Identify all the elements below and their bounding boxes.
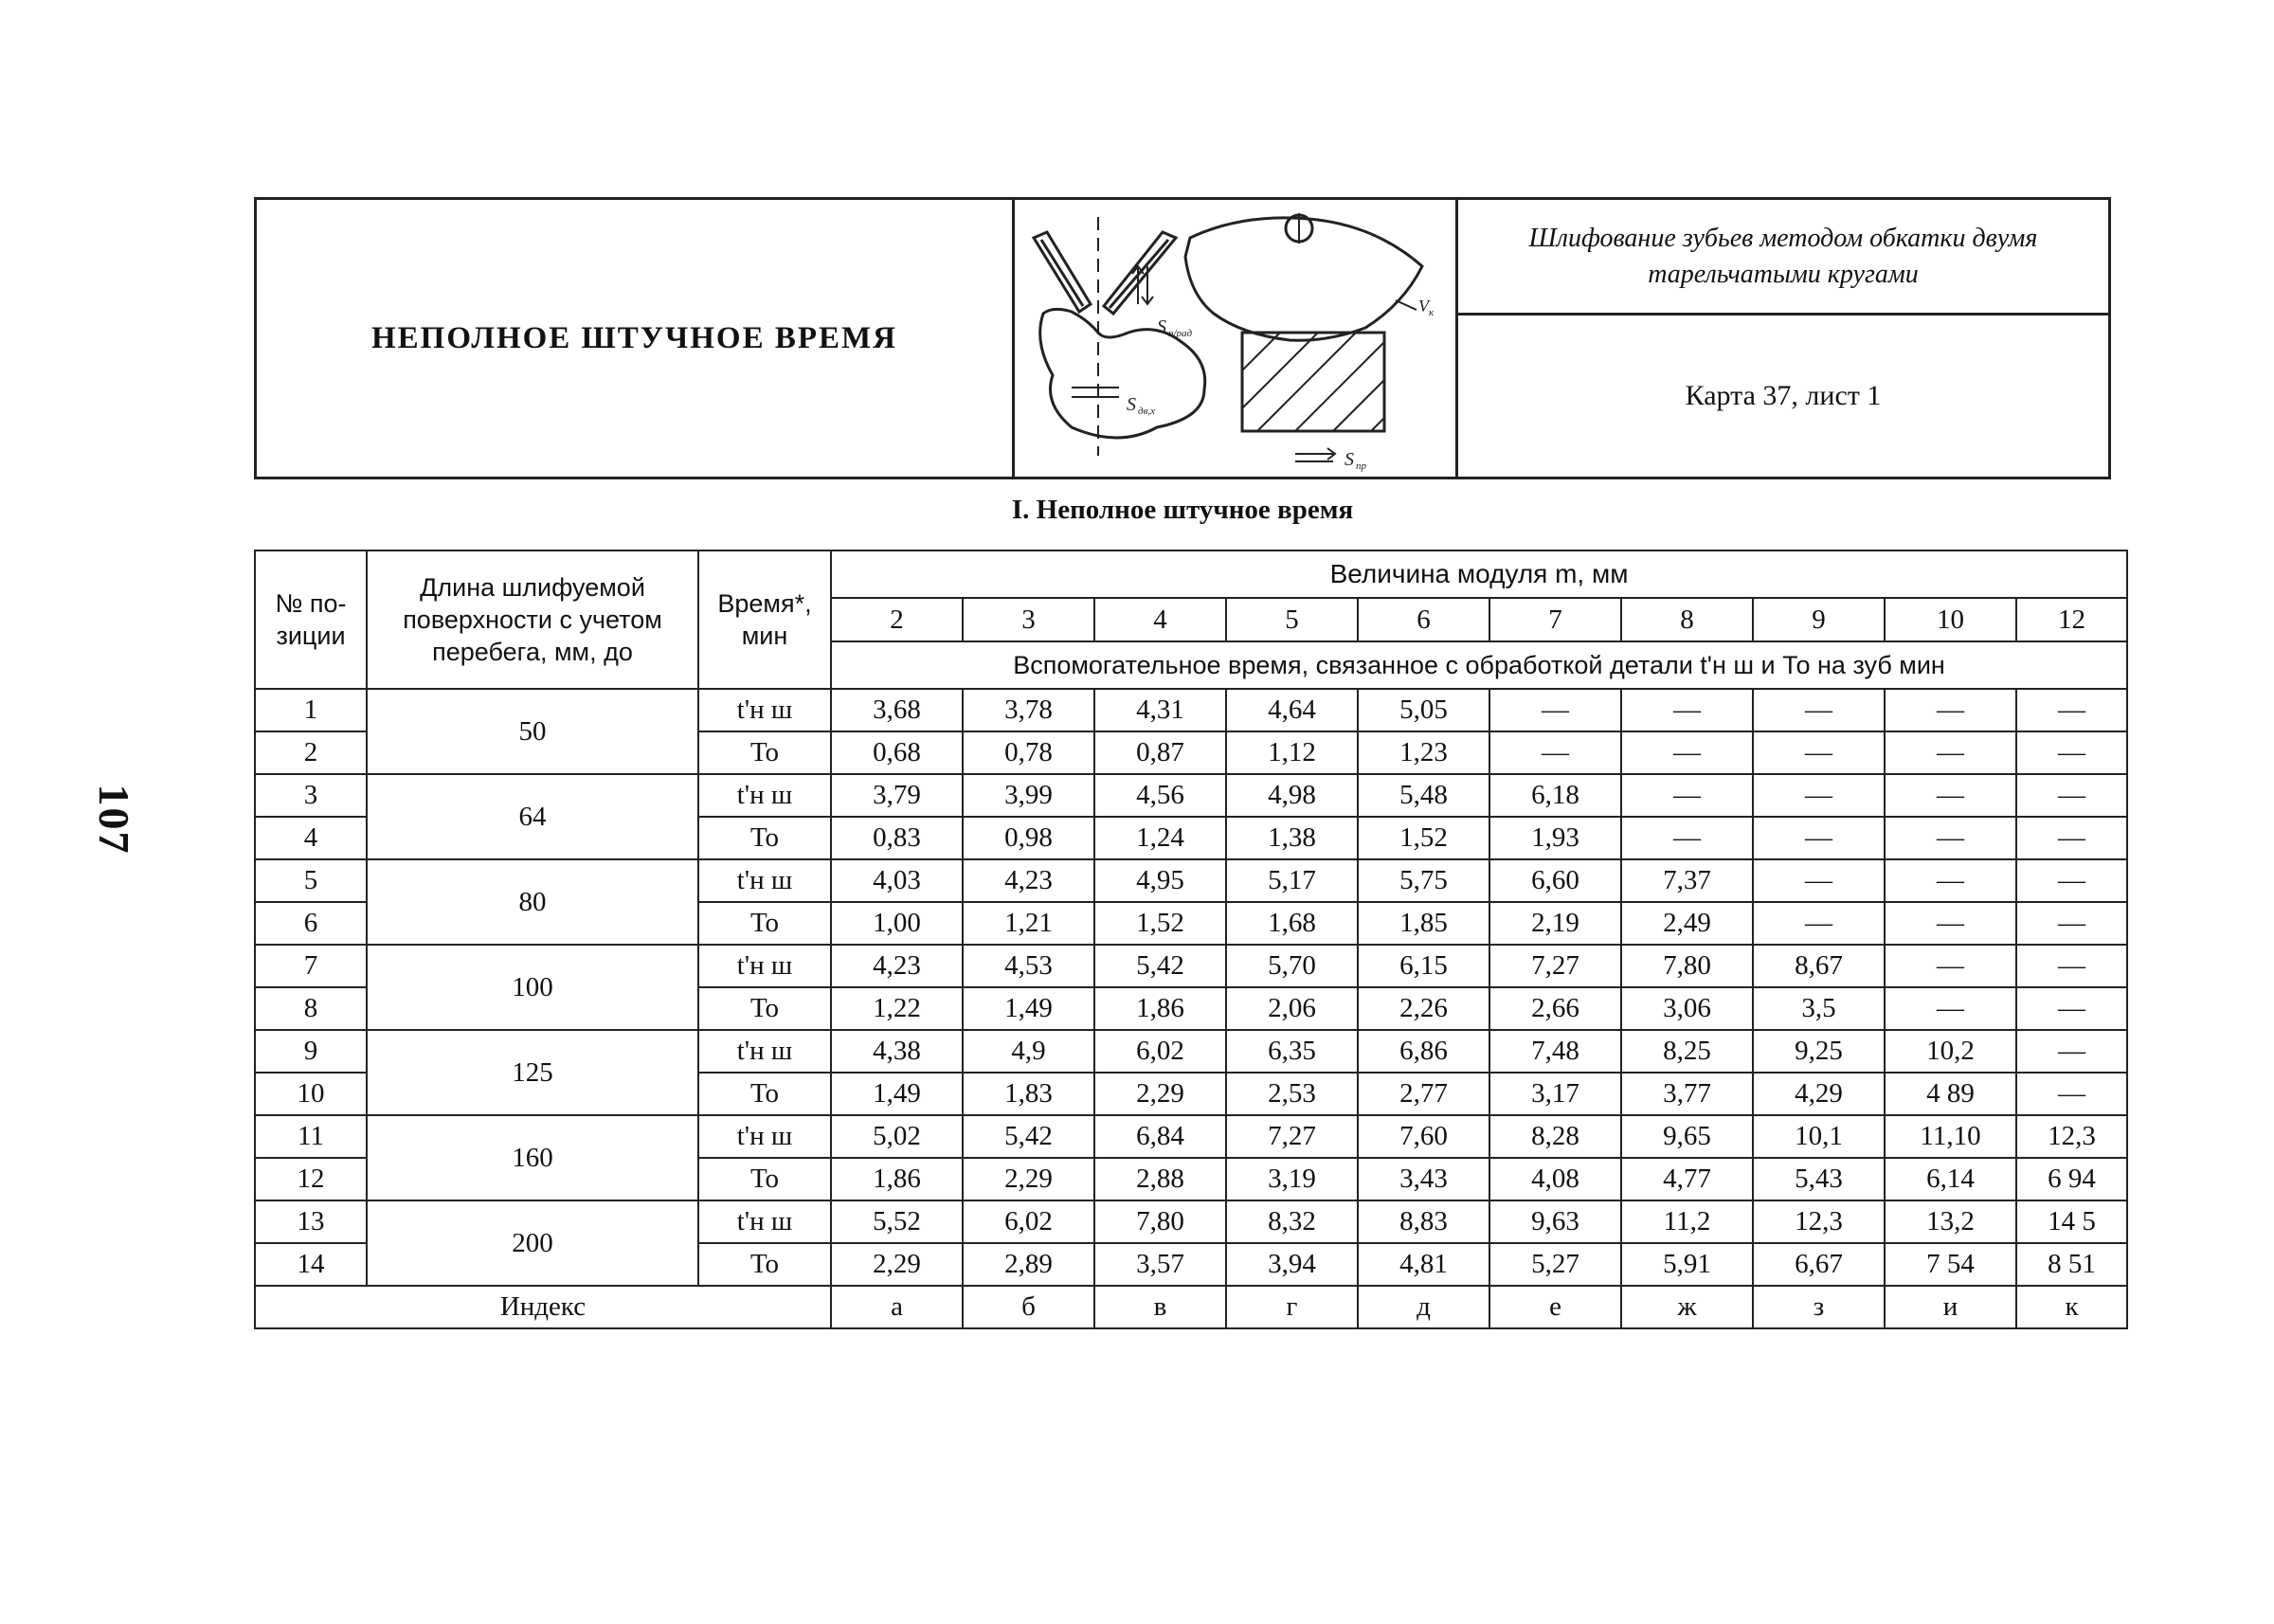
module-cell: 9 bbox=[1753, 598, 1885, 641]
svg-text:S: S bbox=[1345, 449, 1354, 470]
value-cell: 2,77 bbox=[1358, 1073, 1489, 1115]
position-cell: 12 bbox=[255, 1158, 367, 1200]
svg-text:к: к bbox=[1429, 307, 1435, 318]
value-cell: 2,29 bbox=[963, 1158, 1094, 1200]
value-cell: 2,49 bbox=[1621, 902, 1753, 945]
table-row bbox=[255, 859, 2127, 902]
value-cell: 6,35 bbox=[1226, 1030, 1358, 1073]
module-cell: 12 bbox=[2016, 598, 2127, 641]
time-symbol-cell: t'н ш bbox=[698, 774, 831, 817]
position-cell: 10 bbox=[255, 1073, 367, 1115]
value-cell: 4,64 bbox=[1226, 689, 1358, 731]
position-cell: 13 bbox=[255, 1200, 367, 1243]
position-cell: 4 bbox=[255, 817, 367, 859]
value-cell: 4,23 bbox=[831, 945, 963, 987]
module-header: Величина модуля m, мм bbox=[831, 550, 2127, 598]
value-cell: 6,18 bbox=[1489, 774, 1621, 817]
value-cell: 10,2 bbox=[1885, 1030, 2016, 1073]
value-cell: 4,98 bbox=[1226, 774, 1358, 817]
value-cell: 1,24 bbox=[1094, 817, 1226, 859]
card-number: Карта 37, лист 1 bbox=[1685, 380, 1882, 411]
value-cell: 6,02 bbox=[963, 1200, 1094, 1243]
value-cell: 4,56 bbox=[1094, 774, 1226, 817]
value-cell: 4,31 bbox=[1094, 689, 1226, 731]
value-cell: 4 89 bbox=[1885, 1073, 2016, 1115]
value-cell: — bbox=[1753, 774, 1885, 817]
value-cell: 5,70 bbox=[1226, 945, 1358, 987]
value-cell: 3,19 bbox=[1226, 1158, 1358, 1200]
value-cell: — bbox=[2016, 1030, 2127, 1073]
value-cell: 1,86 bbox=[831, 1158, 963, 1200]
value-cell: 1,49 bbox=[963, 987, 1094, 1030]
value-cell: 7,80 bbox=[1621, 945, 1753, 987]
value-cell: — bbox=[1753, 817, 1885, 859]
value-cell: 8,67 bbox=[1753, 945, 1885, 987]
value-cell: — bbox=[1885, 774, 2016, 817]
value-cell: 4,95 bbox=[1094, 859, 1226, 902]
value-cell: 10,1 bbox=[1753, 1115, 1885, 1158]
table-row bbox=[255, 1200, 2127, 1243]
value-cell: 2,26 bbox=[1358, 987, 1489, 1030]
value-cell: 9,25 bbox=[1753, 1030, 1885, 1073]
module-cell: 2 bbox=[831, 598, 963, 641]
value-cell: 0,98 bbox=[963, 817, 1094, 859]
value-cell: 6,60 bbox=[1489, 859, 1621, 902]
value-cell: — bbox=[2016, 1073, 2127, 1115]
length-cell: 100 bbox=[367, 945, 698, 1030]
value-cell: 5,48 bbox=[1358, 774, 1489, 817]
svg-text:V: V bbox=[1418, 297, 1429, 316]
value-cell: 0,78 bbox=[963, 731, 1094, 774]
value-cell: 9,63 bbox=[1489, 1200, 1621, 1243]
value-cell: 12,3 bbox=[2016, 1115, 2127, 1158]
value-cell: 7,37 bbox=[1621, 859, 1753, 902]
length-cell: 125 bbox=[367, 1030, 698, 1115]
value-cell: 5,52 bbox=[831, 1200, 963, 1243]
value-cell: 1,49 bbox=[831, 1073, 963, 1115]
value-cell: 6,67 bbox=[1753, 1243, 1885, 1286]
value-cell: 3,17 bbox=[1489, 1073, 1621, 1115]
value-cell: 1,21 bbox=[963, 902, 1094, 945]
value-cell: 3,5 bbox=[1753, 987, 1885, 1030]
time-symbol-cell: t'н ш bbox=[698, 1030, 831, 1073]
position-cell: 8 bbox=[255, 987, 367, 1030]
value-cell: 1,83 bbox=[963, 1073, 1094, 1115]
table-row bbox=[255, 945, 2127, 987]
value-cell: — bbox=[1753, 859, 1885, 902]
value-cell: 7,80 bbox=[1094, 1200, 1226, 1243]
svg-text:S: S bbox=[1127, 394, 1136, 415]
value-cell: 4,77 bbox=[1621, 1158, 1753, 1200]
value-cell: 8,28 bbox=[1489, 1115, 1621, 1158]
value-cell: 0,68 bbox=[831, 731, 963, 774]
value-cell: 9,65 bbox=[1621, 1115, 1753, 1158]
value-cell: 12,3 bbox=[1753, 1200, 1885, 1243]
value-cell: 2,29 bbox=[1094, 1073, 1226, 1115]
col-header-length: Длина шлифуемой поверхности с учетом перебега, мм, до bbox=[367, 550, 698, 689]
value-cell: 11,2 bbox=[1621, 1200, 1753, 1243]
value-cell: — bbox=[1753, 689, 1885, 731]
value-cell: 8,83 bbox=[1358, 1200, 1489, 1243]
value-cell: — bbox=[1885, 859, 2016, 902]
grinding-diagram-icon bbox=[1015, 200, 1455, 477]
position-cell: 6 bbox=[255, 902, 367, 945]
value-cell: 5,05 bbox=[1358, 689, 1489, 731]
index-cell: и bbox=[1885, 1286, 2016, 1328]
value-cell: 1,00 bbox=[831, 902, 963, 945]
value-cell: 8 51 bbox=[2016, 1243, 2127, 1286]
value-cell: 13,2 bbox=[1885, 1200, 2016, 1243]
value-cell: 7 54 bbox=[1885, 1243, 2016, 1286]
value-cell: 3,06 bbox=[1621, 987, 1753, 1030]
value-cell: — bbox=[2016, 817, 2127, 859]
value-cell: 2,29 bbox=[831, 1243, 963, 1286]
table-row bbox=[255, 1115, 2127, 1158]
value-cell: 1,85 bbox=[1358, 902, 1489, 945]
value-cell: 2,53 bbox=[1226, 1073, 1358, 1115]
svg-text:пр: пр bbox=[1356, 460, 1366, 472]
time-symbol-cell: t'н ш bbox=[698, 1200, 831, 1243]
value-cell: 8,25 bbox=[1621, 1030, 1753, 1073]
value-cell: 3,94 bbox=[1226, 1243, 1358, 1286]
value-cell: — bbox=[1621, 689, 1753, 731]
value-cell: 2,19 bbox=[1489, 902, 1621, 945]
position-cell: 5 bbox=[255, 859, 367, 902]
module-cell: 3 bbox=[963, 598, 1094, 641]
position-cell: 11 bbox=[255, 1115, 367, 1158]
value-cell: 3,77 bbox=[1621, 1073, 1753, 1115]
table-row bbox=[255, 689, 2127, 731]
value-cell: 7,27 bbox=[1226, 1115, 1358, 1158]
time-symbol-cell: То bbox=[698, 902, 831, 945]
time-symbol-cell: t'н ш bbox=[698, 945, 831, 987]
process-sketch bbox=[1015, 200, 1458, 477]
value-cell: — bbox=[1885, 689, 2016, 731]
index-cell: ж bbox=[1621, 1286, 1753, 1328]
value-cell: 5,02 bbox=[831, 1115, 963, 1158]
value-cell: 7,48 bbox=[1489, 1030, 1621, 1073]
position-cell: 7 bbox=[255, 945, 367, 987]
value-cell: — bbox=[2016, 987, 2127, 1030]
value-cell: 11,10 bbox=[1885, 1115, 2016, 1158]
length-cell: 50 bbox=[367, 689, 698, 774]
section-title: I. Неполное штучное время bbox=[1011, 495, 1354, 525]
module-cell: 5 bbox=[1226, 598, 1358, 641]
value-cell: 6,86 bbox=[1358, 1030, 1489, 1073]
value-cell: — bbox=[2016, 945, 2127, 987]
value-cell: — bbox=[1489, 731, 1621, 774]
value-cell: — bbox=[1885, 987, 2016, 1030]
index-cell: д bbox=[1358, 1286, 1489, 1328]
value-cell: — bbox=[1885, 731, 2016, 774]
value-cell: — bbox=[1885, 902, 2016, 945]
index-cell: г bbox=[1226, 1286, 1358, 1328]
module-cell: 7 bbox=[1489, 598, 1621, 641]
value-cell: 5,27 bbox=[1489, 1243, 1621, 1286]
value-cell: 1,38 bbox=[1226, 817, 1358, 859]
value-cell: 3,78 bbox=[963, 689, 1094, 731]
value-cell: 6,14 bbox=[1885, 1158, 2016, 1200]
value-cell: 5,42 bbox=[963, 1115, 1094, 1158]
value-cell: 1,68 bbox=[1226, 902, 1358, 945]
position-cell: 3 bbox=[255, 774, 367, 817]
value-cell: — bbox=[2016, 689, 2127, 731]
table-row bbox=[255, 1030, 2127, 1073]
value-cell: 4,03 bbox=[831, 859, 963, 902]
value-cell: 1,86 bbox=[1094, 987, 1226, 1030]
value-cell: 0,83 bbox=[831, 817, 963, 859]
value-cell: — bbox=[2016, 774, 2127, 817]
value-cell: 5,75 bbox=[1358, 859, 1489, 902]
value-cell: 14 5 bbox=[2016, 1200, 2127, 1243]
value-cell: 1,93 bbox=[1489, 817, 1621, 859]
value-cell: — bbox=[1753, 902, 1885, 945]
value-cell: 6,15 bbox=[1358, 945, 1489, 987]
value-cell: 5,91 bbox=[1621, 1243, 1753, 1286]
value-cell: 4,9 bbox=[963, 1030, 1094, 1073]
length-cell: 80 bbox=[367, 859, 698, 945]
value-cell: 3,68 bbox=[831, 689, 963, 731]
position-cell: 1 bbox=[255, 689, 367, 731]
value-cell: 6 94 bbox=[2016, 1158, 2127, 1200]
module-cell: 10 bbox=[1885, 598, 2016, 641]
value-cell: 2,89 bbox=[963, 1243, 1094, 1286]
module-cell: 6 bbox=[1358, 598, 1489, 641]
length-cell: 160 bbox=[367, 1115, 698, 1200]
value-cell: 7,27 bbox=[1489, 945, 1621, 987]
time-symbol-cell: t'н ш bbox=[698, 859, 831, 902]
value-cell: — bbox=[2016, 731, 2127, 774]
value-cell: 3,57 bbox=[1094, 1243, 1226, 1286]
value-cell: 3,99 bbox=[963, 774, 1094, 817]
col-header-time: Время*, мин bbox=[698, 550, 831, 689]
value-cell: 6,02 bbox=[1094, 1030, 1226, 1073]
value-cell: 5,43 bbox=[1753, 1158, 1885, 1200]
time-symbol-cell: То bbox=[698, 1073, 831, 1115]
position-cell: 9 bbox=[255, 1030, 367, 1073]
value-cell: — bbox=[2016, 902, 2127, 945]
value-cell: 1,22 bbox=[831, 987, 963, 1030]
value-cell: — bbox=[1885, 817, 2016, 859]
value-cell: 5,42 bbox=[1094, 945, 1226, 987]
index-cell: в bbox=[1094, 1286, 1226, 1328]
col-header-position: № по-зиции bbox=[255, 550, 367, 689]
value-cell: 5,17 bbox=[1226, 859, 1358, 902]
value-cell: 3,43 bbox=[1358, 1158, 1489, 1200]
value-cell: 4,53 bbox=[963, 945, 1094, 987]
value-cell: 7,60 bbox=[1358, 1115, 1489, 1158]
value-cell: 4,08 bbox=[1489, 1158, 1621, 1200]
value-cell: 2,66 bbox=[1489, 987, 1621, 1030]
index-cell: е bbox=[1489, 1286, 1621, 1328]
time-symbol-cell: То bbox=[698, 731, 831, 774]
value-cell: 8,32 bbox=[1226, 1200, 1358, 1243]
value-cell: 4,81 bbox=[1358, 1243, 1489, 1286]
index-row bbox=[255, 1286, 2127, 1328]
value-cell: 2,88 bbox=[1094, 1158, 1226, 1200]
svg-text:п/рад: п/рад bbox=[1168, 328, 1193, 339]
value-cell: 3,79 bbox=[831, 774, 963, 817]
value-cell: — bbox=[1885, 945, 2016, 987]
value-cell: 1,12 bbox=[1226, 731, 1358, 774]
value-cell: 4,29 bbox=[1753, 1073, 1885, 1115]
module-cell: 8 bbox=[1621, 598, 1753, 641]
operation-name: Шлифование зубьев методом обкатки двумя тарельчатыми кругами bbox=[1458, 200, 2108, 316]
time-symbol-cell: То bbox=[698, 1158, 831, 1200]
time-symbol-cell: t'н ш bbox=[698, 1115, 831, 1158]
value-cell: 1,52 bbox=[1358, 817, 1489, 859]
time-symbol-cell: То bbox=[698, 817, 831, 859]
time-table bbox=[254, 550, 2128, 1329]
time-symbol-cell: t'н ш bbox=[698, 689, 831, 731]
value-cell: — bbox=[1621, 817, 1753, 859]
index-label: Индекс bbox=[255, 1286, 831, 1328]
position-cell: 2 bbox=[255, 731, 367, 774]
value-cell: 4,38 bbox=[831, 1030, 963, 1073]
value-cell: — bbox=[1753, 731, 1885, 774]
subheader: Вспомогательное время, связанное с обработкой детали t'н ш и То на зуб мин bbox=[831, 641, 2127, 689]
header-title: НЕПОЛНОЕ ШТУЧНОЕ ВРЕМЯ bbox=[257, 200, 1015, 477]
value-cell: — bbox=[2016, 859, 2127, 902]
page-number: 107 bbox=[90, 784, 138, 856]
value-cell: 2,06 bbox=[1226, 987, 1358, 1030]
value-cell: — bbox=[1489, 689, 1621, 731]
value-cell: — bbox=[1621, 731, 1753, 774]
index-cell: з bbox=[1753, 1286, 1885, 1328]
card-header bbox=[254, 197, 2111, 479]
value-cell: 0,87 bbox=[1094, 731, 1226, 774]
position-cell: 14 bbox=[255, 1243, 367, 1286]
svg-text:S: S bbox=[1157, 316, 1166, 337]
value-cell: 6,84 bbox=[1094, 1115, 1226, 1158]
value-cell: 1,52 bbox=[1094, 902, 1226, 945]
index-cell: б bbox=[963, 1286, 1094, 1328]
length-cell: 64 bbox=[367, 774, 698, 859]
value-cell: 1,23 bbox=[1358, 731, 1489, 774]
module-cell: 4 bbox=[1094, 598, 1226, 641]
time-symbol-cell: То bbox=[698, 1243, 831, 1286]
value-cell: — bbox=[1621, 774, 1753, 817]
table-row bbox=[255, 774, 2127, 817]
length-cell: 200 bbox=[367, 1200, 698, 1286]
value-cell: 4,23 bbox=[963, 859, 1094, 902]
svg-text:дв,х: дв,х bbox=[1138, 406, 1155, 417]
index-cell: а bbox=[831, 1286, 963, 1328]
index-cell: к bbox=[2016, 1286, 2127, 1328]
time-symbol-cell: То bbox=[698, 987, 831, 1030]
